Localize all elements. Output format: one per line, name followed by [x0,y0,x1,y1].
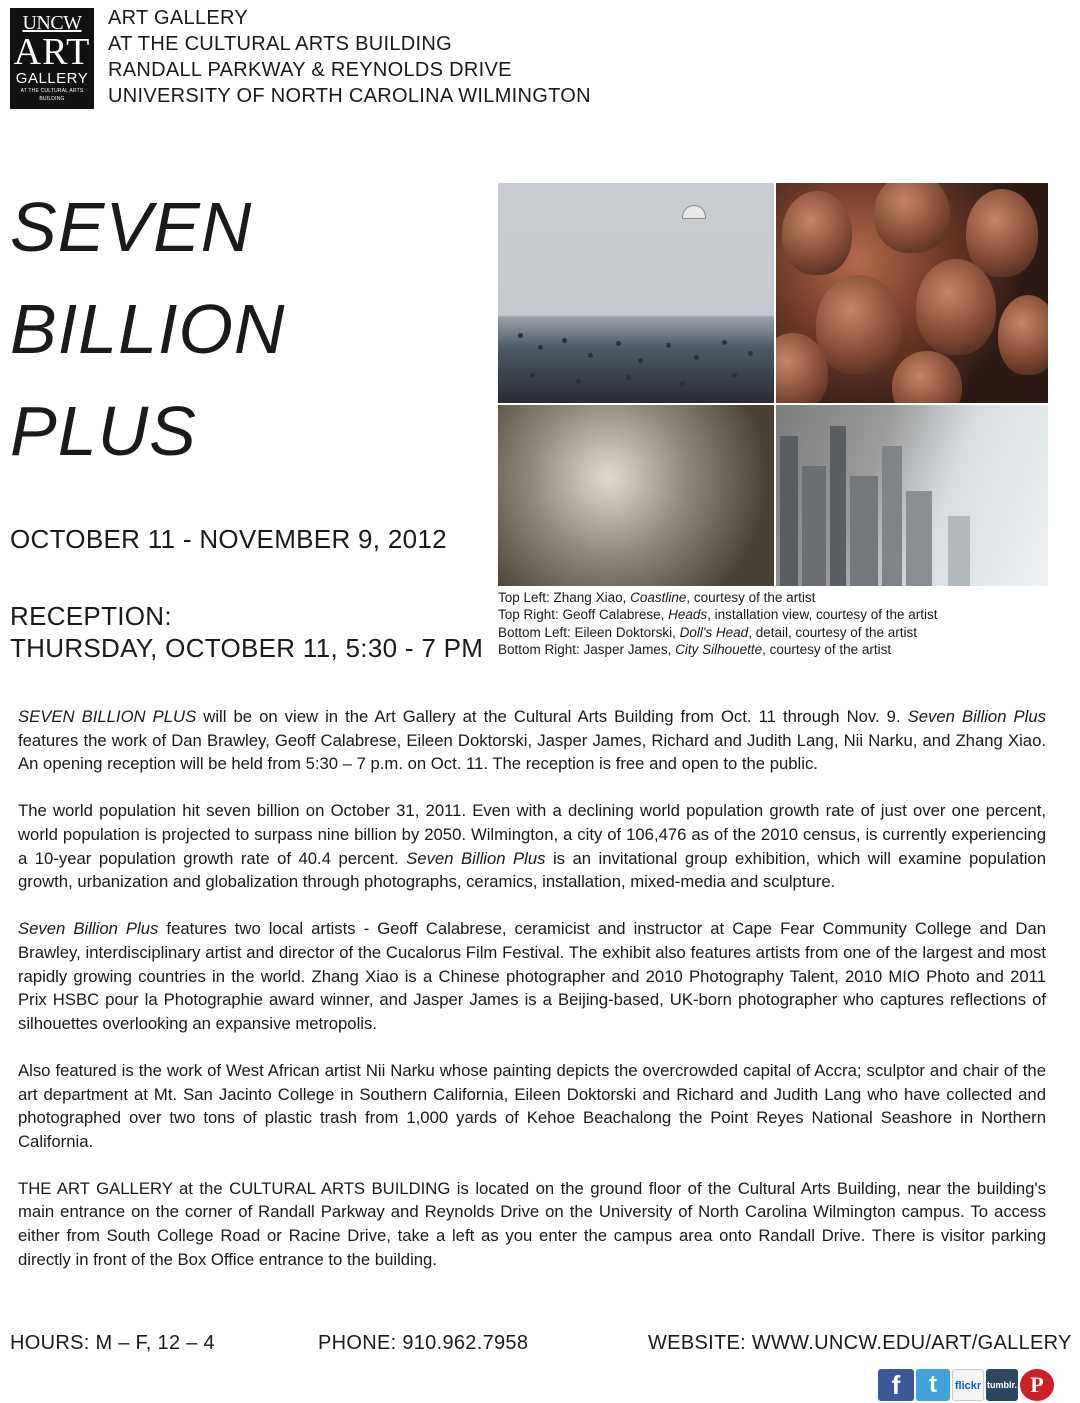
address-line: AT THE CULTURAL ARTS BUILDING [108,33,452,55]
address-line: RANDALL PARKWAY & REYNOLDS DRIVE [108,59,512,81]
logo-subtitle: AT THE CULTURAL ARTS BUILDING [20,88,84,102]
dolls-head-photo [498,405,774,586]
website-link[interactable]: WEBSITE: WWW.UNCW.EDU/ART/GALLERY [648,1332,1072,1354]
gallery-address [108,5,591,109]
heads-photo [776,183,1048,403]
address-line: ART GALLERY [108,7,249,29]
exhibition-title [10,176,285,482]
artwork-collage [498,183,1048,586]
parasail-shape [682,205,706,219]
pinterest-icon[interactable]: P [1020,1369,1054,1401]
paragraph: Seven Billion Plus features two local artists - Geoff Calabrese, ceramicist and instructor at Cape Fear Community College and Dan Brawley, interdisciplinary artist and director of the Cucalorus Film Festival. The exhibit also features artists from one of the largest and most rapidly growing countries in the world. Zhang Xiao is a Chinese photographer and 2010 Photography Talent, 2010 MIO Photo and 2011 Prix HSBC pour la Photographie award winner, and Jasper James is a Beijing-based, UK-born photographer who captures reflections of silhouettes overlooking an expansive metropolis. [18,919,1047,1033]
uncw-art-gallery-logo [10,8,94,109]
address-line: UNIVERSITY OF NORTH CAROLINA WILMINGTON [108,85,591,107]
logo-uncw: UNCW [22,12,82,34]
paragraph: SEVEN BILLION PLUS will be on view in the Art Gallery at the Cultural Arts Building from Oct. 11 through Nov. 9. Seven Billion Plus features the work of Dan Brawley, Geoff Calabrese, Eileen Doktorski, Jasper James, Richard and Judith Lang, Nii Narku, and Zhang Xiao. An opening reception will be held from 5:30 – 7 p.m. on Oct. 11. The reception is free and open to the public. [18,707,1046,774]
reception-time: THURSDAY, OCTOBER 11, 5:30 - 7 PM [10,633,484,663]
reception-info [10,600,483,664]
title-line: PLUS [10,392,197,470]
city-silhouette-photo [776,405,1048,586]
title-line: SEVEN [10,188,253,266]
paragraph: THE ART GALLERY at the CULTURAL ARTS BUILDING is located on the ground floor of the Cultural Arts Building, near the building's main entrance on the corner of Randall Parkway and Reynolds Drive on the University of North Carolina Wilmington campus. To access either from South College Road or Racine Drive, take a left as you enter the campus area onto Randall Drive. There is visitor parking directly in front of the Box Office entrance to the building. [18,1178,1046,1269]
facebook-icon[interactable]: f [878,1369,914,1401]
exhibition-dates: OCTOBER 11 - NOVEMBER 9, 2012 [10,524,447,554]
hours-text: HOURS: M – F, 12 – 4 [10,1332,215,1354]
title-line: BILLION [10,290,286,368]
logo-art: ART [13,31,91,73]
phone-text: PHONE: 910.962.7958 [318,1332,529,1354]
tumblr-icon[interactable]: tumblr. [986,1369,1018,1401]
image-captions [498,589,938,658]
caption-line: Top Right: Geoff Calabrese, Heads, installation view, courtesy of the artist [498,607,938,623]
logo-gallery: GALLERY [15,70,89,87]
caption-line: Bottom Left: Eileen Doktorski, Doll's Head, detail, courtesy of the artist [498,624,918,640]
caption-line: Bottom Right: Jasper James, City Silhouette, courtesy of the artist [498,641,892,657]
reception-label: RECEPTION: [10,601,172,631]
flickr-icon[interactable]: flickr [952,1369,984,1401]
twitter-icon[interactable]: t [916,1369,950,1401]
exhibition-description [18,705,1046,1295]
paragraph: The world population hit seven billion on October 31, 2011. Even with a declining world population growth rate of just over one percent, world population is projected to surpass nine billion by 2050. Wilmington, a city of 106,476 as of the 2010 census, is currently experiencing a 10-year population growth rate of 40.4 percent. Seven Billion Plus is an invitational group exhibition, which will examine population growth, urbanization and globalization through photographs, ceramics, installation, mixed-media and sculpture. [18,801,1046,892]
caption-line: Top Left: Zhang Xiao, Coastline, courtesy of the artist [498,590,816,605]
paragraph: Also featured is the work of West African artist Nii Narku whose painting depicts the overcrowded capital of Accra; sculptor and chair of the art department at Mt. San Jacinto College in Southern California, Eileen Doktorski and Richard and Judith Lang who have collected and photographed over two tons of plastic trash from 1,000 yards of Kehoe Beachalong the Point Reyes National Seashore in Northern California. [18,1060,1046,1151]
coastline-photo [498,183,774,403]
